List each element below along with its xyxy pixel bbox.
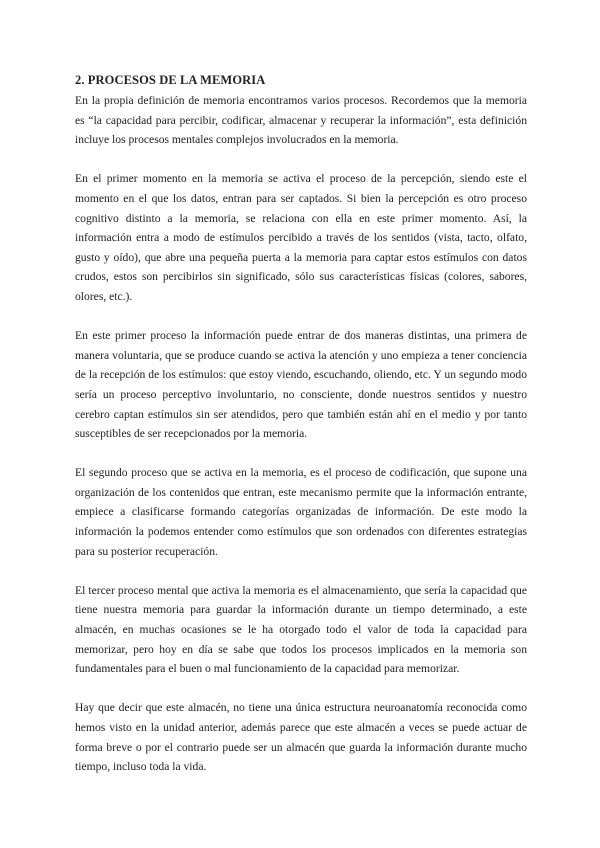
paragraph-perception: En el primer momento en la memoria se activa el proceso de la percepción, siendo este el momento en el que los datos, entran para ser captados. Si bien la percepción es otro proceso cognitivo distinto a la memoria, se relaciona con ella en este primer momento. Así, la información entra a modo de estímulos percibido a través de los sentidos (vista, tacto, olfato, gusto y oído), que abre una pequeña puerta a la memoria para captar estos estímulos con datos crudos, estos son percibirlos sin significado, sólo sus características físicas (colores, sabores, olores, etc.). bbox=[75, 172, 527, 303]
paragraph-codification: El segundo proceso que se activa en la memoria, es el proceso de codificación, que supone una organización de los contenidos que entran, este mecanismo permite que la información entrante, empiece a clasificarse formando categorías organizadas de información. De este modo la información la podemos entender como estímulos que son ordenados con diferentes estrategias para su posterior recuperación. bbox=[75, 466, 527, 558]
paragraph-storage: El tercer proceso mental que activa la memoria es el almacenamiento, que sería la capacidad que tiene nuestra memoria para guardar la información durante un tiempo determinado, a este almacén, en muchas ocasiones se le ha otorgado todo el valor de toda la capacidad para memorizar, pero hoy en día se sabe que todos los procesos implicados en la memoria son fundamentales para el buen o mal funcionamiento de la capacidad para memorizar. bbox=[75, 583, 527, 676]
paragraph-voluntary-involuntary: En este primer proceso la información puede entrar de dos maneras distintas, una primera de manera voluntaria, que se produce cuando se activa la atención y uno empieza a tener conciencia de la recepción de los estímulos: que estoy viendo, escuchando, oliendo, etc. Y un segundo modo sería un proceso perceptivo involuntario, no consciente, donde nuestros sentidos y nuestro cerebro captan estímulos sin ser atendidos, pero que también están ahí en el medio y por tanto susceptibles de ser recepcionados por la memoria. bbox=[75, 329, 527, 441]
paragraph-definition: En la propia definición de memoria encontramos varios procesos. Recordemos que la memoria es “la capacidad para percibir, codificar, almacenar y recuperar la información”, esta definición incluye los procesos mentales complejos involucrados en la memoria. bbox=[75, 94, 527, 147]
paragraph-storage-structure: Hay que decir que este almacén, no tiene una única estructura neuroanatomía reconocida como hemos visto en la unidad anterior, además parece que este almacén a veces se puede actuar de forma breve o por el contrario puede ser un almacén que guarda la información durante mucho tiempo, incluso toda la vida. bbox=[75, 701, 527, 774]
document-page bbox=[75, 72, 527, 796]
section-heading: 2. PROCESOS DE LA MEMORIA bbox=[75, 73, 266, 87]
